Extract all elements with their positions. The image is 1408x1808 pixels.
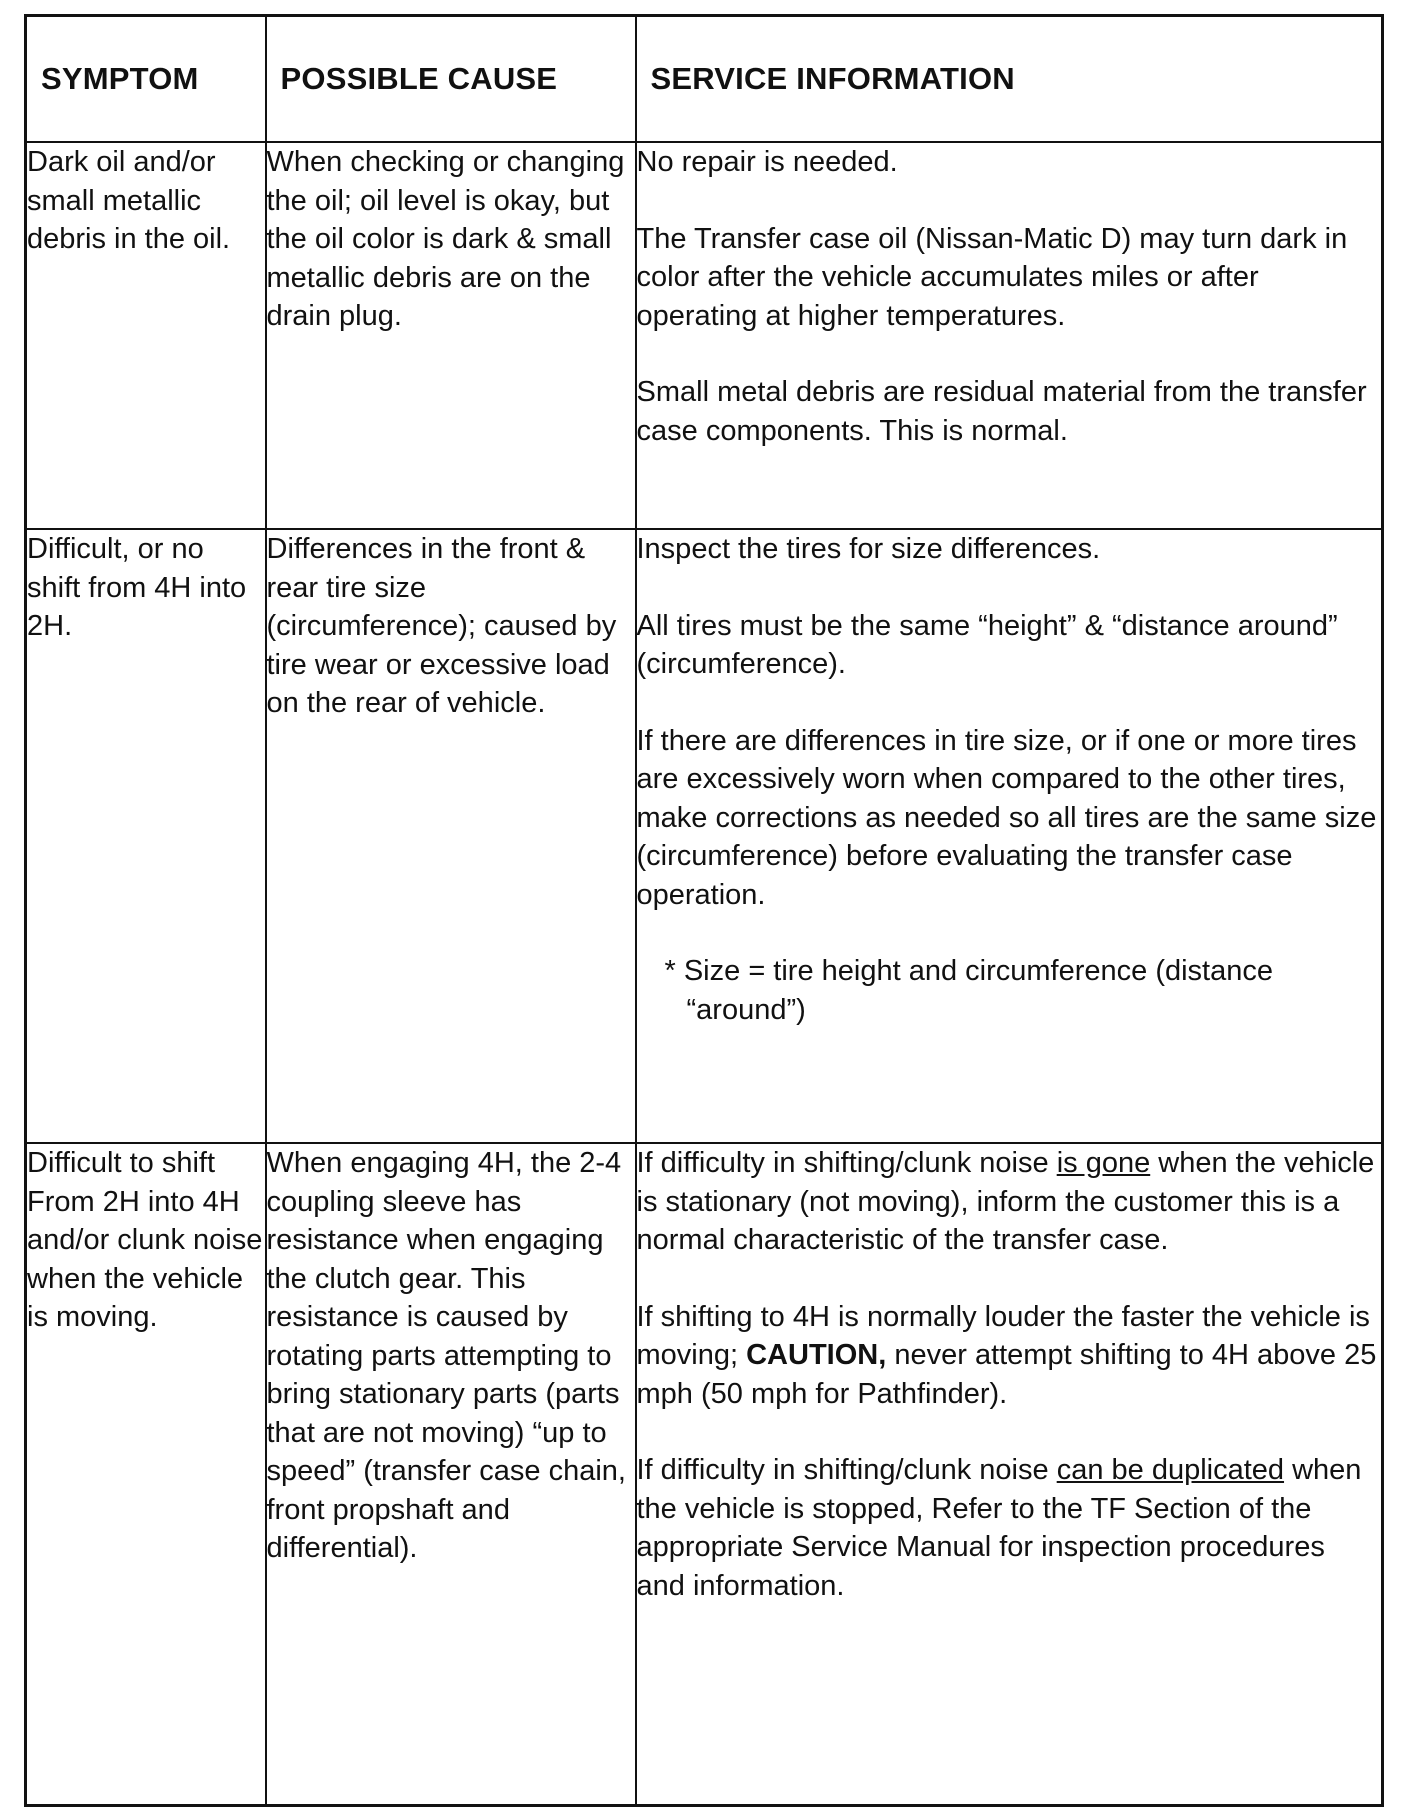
table-row: [26, 142, 1383, 529]
symptom-table: [24, 14, 1384, 1807]
symptom-cell: Dark oil and/or small metallic debris in the oil.: [26, 142, 266, 529]
header-possible-cause: POSSIBLE CAUSE: [266, 16, 636, 143]
service-info-paragraph: If difficulty in shifting/clunk noise can be duplicated when the vehicle is stopped, Refer to the TF Section of the appropriate Service Manual for inspection procedures and information.: [636, 1454, 1362, 1602]
table-header-row: [26, 16, 1383, 143]
service-info-paragraph: If there are differences in tire size, or if one or more tires are excessively worn when compared to the other tires, make corrections as needed so all tires are the same size (circumference) before evaluating the transfer case operation.: [636, 724, 1377, 911]
service-info-cell: [636, 1143, 1383, 1806]
caution-label: CAUTION,: [746, 1339, 887, 1371]
service-info-paragraph: If shifting to 4H is normally louder the faster the vehicle is moving; CAUTION, never attempt shifting to 4H above 25 mph (50 mph for Pathfinder).: [636, 1300, 1377, 1410]
header-symptom: SYMPTOM: [26, 16, 266, 143]
symptom-cell: Difficult to shift From 2H into 4H and/or clunk noise when the vehicle is moving.: [26, 1143, 266, 1806]
cause-cell: Differences in the front & rear tire size (circumference); caused by tire wear or excessive load on the rear of vehicle.: [266, 529, 636, 1143]
service-info-paragraph: Small metal debris are residual material from the transfer case components. This is normal.: [636, 376, 1367, 447]
header-service-information: SERVICE INFORMATION: [636, 16, 1383, 143]
table-row: [26, 1143, 1383, 1806]
service-info-cell: [636, 529, 1383, 1143]
service-info-paragraph: If difficulty in shifting/clunk noise is gone when the vehicle is stationary (not moving), inform the customer this is a normal characteristic of the transfer case.: [636, 1147, 1375, 1256]
service-info-paragraph: Inspect the tires for size differences.: [636, 533, 1101, 565]
cause-cell: When engaging 4H, the 2-4 coupling sleeve has resistance when engaging the clutch gear. This resistance is caused by rotating parts attempting to bring stationary parts (parts that are not moving) “up to speed” (transfer case chain, front propshaft and differential).: [266, 1143, 636, 1806]
cause-cell: When checking or changing the oil; oil level is okay, but the oil color is dark & small metallic debris are on the drain plug.: [266, 142, 636, 529]
service-info-cell: [636, 142, 1383, 529]
size-note: * Size = tire height and circumference (distance “around”): [664, 955, 1274, 1026]
underlined-text: is gone: [1056, 1147, 1151, 1179]
underlined-text: can be duplicated: [1056, 1454, 1285, 1486]
service-info-paragraph: The Transfer case oil (Nissan-Matic D) may turn dark in color after the vehicle accumulates miles or after operating at higher temperatures.: [636, 222, 1348, 332]
service-info-paragraph: No repair is needed.: [636, 146, 898, 178]
table-row: [26, 529, 1383, 1143]
service-info-paragraph: All tires must be the same “height” & “distance around” (circumference).: [636, 609, 1338, 680]
symptom-cell: Difficult, or no shift from 4H into 2H.: [26, 529, 266, 1143]
